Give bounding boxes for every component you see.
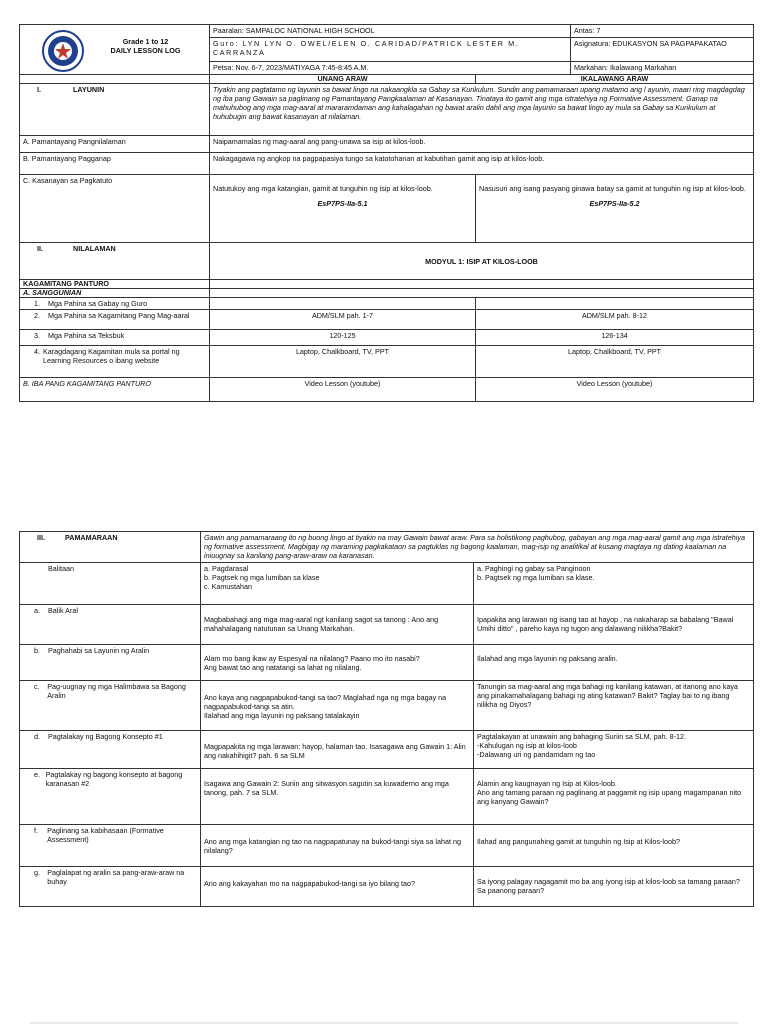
balitaan-label: Balitaan [20, 563, 201, 605]
konsepto-2-label: e. Pagtalakay ng bagong konsepto at bagong karanasan #2 [20, 769, 201, 825]
kagamitang-mag-aaral-day1: ADM/SLM pah. 1-7 [210, 310, 476, 330]
kabihasaan-day2: Ilahad ang pangunahing gamit at tunguhin ng Isip at Kilos-loob? [474, 825, 754, 867]
konsepto-1-day1: Magpapakita ng mga larawan: hayop, halaman tao. Isasagawa ang Gawain 1: Alin ang nakahihigit? pah. 6 sa SLM [201, 731, 474, 769]
balik-aral-day1: Magbabahagi ang mga mag-aaral ngt kanilang sagot sa tanong : Ano ang mahahalagang natutunan sa Unang Markahan. [201, 605, 474, 645]
konsepto-2-day2: Alamin ang kaugnayan ng Isip at Kilos-loob. Ano ang tamang paraan ng paglinang at paggamit ng isip upang magampanan nito ang kanyang Gawain? [474, 769, 754, 825]
kasanayan-label: C. Kasanayan sa Pagkatuto [20, 175, 210, 243]
pagganap-text: Nakagagawa ng angkop na pagpapasiya tungo sa katotohanan at kabutihan gamit ang isip at kilos-loob. [210, 153, 754, 175]
kabihasaan-label: f. Paglinang sa kabihasaan (Formative Assessment) [20, 825, 201, 867]
log-title: DAILY LESSON LOG [110, 46, 181, 55]
nilalaman-label: II. NILALAMAN [20, 243, 210, 280]
sanggunian-label: A. SANGGUNIAN [20, 289, 210, 298]
paglalapat-day1: Ano ang kakayahan mo na nagpapabukod-tangi sa iyo bilang tao? [201, 867, 474, 907]
konsepto-2-day1: Isagawa ang Gawain 2: Suriin ang sitwasyon sagutin sa kuwaderno ang mga tanong, pah. 7 sa SLM. [201, 769, 474, 825]
grade-label: Grade 1 to 12 [122, 37, 169, 46]
pangnilalaman-text: Naipamamalas ng mag-aaral ang pang-unawa sa isip at kilos-loob. [210, 136, 754, 153]
konsepto-1-label: d. Pagtalakay ng Bagong Konsepto #1 [20, 731, 201, 769]
teksbuk-label: 3. Mga Pahina sa Teksbuk [20, 330, 210, 346]
balitaan-day2: a. Paghingi ng gabay sa Panginoon b. Pagtsek ng mga lumiban sa klase. [474, 563, 754, 605]
sanggunian-empty [210, 289, 754, 298]
karagdagang-label: 4. Karagdagang Kagamitan mula sa portal ng Learning Resources o ibang website [20, 346, 210, 378]
pag-uugnay-label: c. Pag-uugnay ng mga Halimbawa sa Bagong Aralin [20, 681, 201, 731]
header-logo-cell [20, 25, 210, 75]
day1-header: UNANG ARAW [210, 75, 476, 84]
kagamitan-empty [210, 280, 754, 289]
teacher-cell: Guro: LYN LYN O. OWEL/ELEN O. CARIDAD/PATRICK LESTER M. CARRANZA [210, 38, 571, 61]
pamamaraan-label: III. PAMAMARAAN [20, 532, 201, 563]
modyul-title: MODYUL 1: ISIP AT KILOS-LOOB [210, 243, 754, 280]
teksbuk-day1: 120-125 [210, 330, 476, 346]
subject-cell: Asignatura: EDUKASYON SA PAGPAPAKATAO [571, 38, 754, 61]
kabihasaan-day1: Ano ang mga katangian ng tao na nagpapatunay na bukod-tangi siya sa lahat ng nilalang? [201, 825, 474, 867]
lesson-log-table-2 [19, 531, 754, 907]
konsepto-1-day2: Pagtalakayan at unawain ang bahaging Suriin sa SLM, pah. 8-12. -Kahulugan ng isip at kilos-loob -Dalawang uri ng pandamdam ng tao [474, 731, 754, 769]
karagdagang-day1: Laptop, Chalkboard, TV, PPT [210, 346, 476, 378]
date-cell: Petsa: Nov. 6-7, 2023/MATIYAGA 7:45-8:45 A.M. [210, 61, 571, 74]
kasanayan-day2: Nasusuri ang isang pasyang ginawa batay sa gamit at tunguhin ng isip at kilos-loob. EsP7PS-IIa-5.2 [476, 175, 754, 243]
paghahabi-label: b. Paghahabi sa Layunin ng Aralin [20, 645, 201, 681]
school-cell: Paaralan: SAMPALOC NATIONAL HIGH SCHOOL [210, 25, 571, 38]
kagamitan-label: KAGAMITANG PANTURO [20, 280, 210, 289]
iba-pang-kagamitan-label: B. IBA PANG KAGAMITANG PANTURO [20, 378, 210, 402]
gabay-guro-label: 1. Mga Pahina sa Gabay ng Guro [20, 298, 210, 310]
lesson-log-table-1 [19, 24, 754, 402]
layunin-label: I. LAYUNIN [20, 84, 210, 136]
teksbuk-day2: 126-134 [476, 330, 754, 346]
gabay-guro-day2 [476, 298, 754, 310]
iba-pang-kagamitan-day1: Video Lesson (youtube) [210, 378, 476, 402]
pangnilalaman-label: A. Pamantayang Pangnilalaman [20, 136, 210, 153]
grade-level-cell: Antas: 7 [571, 25, 754, 38]
paghahabi-day1: Alam mo bang ikaw ay Espesyal na nilalang? Paano mo ito nasabi? Ang bawat tao ang natatangi sa lahat ng nilalang. [201, 645, 474, 681]
paglalapat-label: g. Paglalapat ng aralin sa pang-araw-araw na buhay [20, 867, 201, 907]
kagamitang-mag-aaral-label: 2. Mga Pahina sa Kagamitang Pang Mag-aaral [20, 310, 210, 330]
pag-uugnay-day1: Ano kaya ang nagpapabukod-tangi sa tao? Maglahad nga ng mga bagay na nagpapabukod-tangi sa atin. Ilalahad ang mga layunin ng paksang tatalakayin [201, 681, 474, 731]
balitaan-day1: a. Pagdarasal b. Pagtsek ng mga lumiban sa klase c. Kamustahan [201, 563, 474, 605]
iba-pang-kagamitan-day2: Video Lesson (youtube) [476, 378, 754, 402]
balik-aral-day2: Ipapakita ang larawan ng isang tao at hayop , na nakaharap sa babalang "Bawal Umihi ditto" , pareho kaya ng tugon ang dalawang nilikha?Bakit? [474, 605, 754, 645]
kagamitang-mag-aaral-day2: ADM/SLM pah. 8-12 [476, 310, 754, 330]
empty-cell [20, 75, 210, 84]
pamamaraan-text: Gawin ang pamamaraang ito ng buong lingo at tiyakin na may Gawain bawat araw. Para sa holistikong paghubog, gabayan ang mga mag-aaral gamit ang mga istratehiya ng formative assessment. Magbigay ng maraming pagkakataon sa pagtuklas ng bagong kaalaman, mag-isip ng analitikal at kusang magtaya ng dating kaalaman na iniuugnay sa kanilang pang-araw-araw na karanasan. [201, 532, 754, 563]
pagganap-label: B. Pamantayang Pagganap [20, 153, 210, 175]
balik-aral-label: a. Balik Aral [20, 605, 201, 645]
deped-seal-icon [41, 29, 85, 73]
day2-header: IKALAWANG ARAW [476, 75, 754, 84]
gabay-guro-day1 [210, 298, 476, 310]
layunin-text: Tiyakin ang pagtatamo ng layunin sa bawat lingo na nakaangkla sa Gabay sa Kurikulum. Sundin ang pamamaraan upang matamo ang l ayunin, maari ring magdagdag ng iba pang Gawain sa paglinang ng Pamantayang Pangkaalaman at Kasanayan. Tinataya ito gamit ang mga istratehiya ng Formative Assessment. Ganap na mahuhubog ang mga mag-aaral at mararamdaman ang kahalagahan ng bawat aralin dahil ang mga layunin sa bawat lingo ay mula sa Gabay sa Kurikulum at huhubugin ang bawat kasanayan at nilalaman. [210, 84, 754, 136]
paglalapat-day2: Sa iyong palagay nagagamit mo ba ang iyong isip at kilos-loob sa tamang paraan? Sa paanong paraan? [474, 867, 754, 907]
quarter-cell: Markahan: Ikalawang Markahan [571, 61, 754, 74]
karagdagang-day2: Laptop, Chalkboard, TV, PPT [476, 346, 754, 378]
kasanayan-day1: Natutukoy ang mga katangian, gamit at tunguhin ng isip at kilos-loob. EsP7PS-IIa-5.1 [210, 175, 476, 243]
paghahabi-day2: Ilalahad ang mga layunin ng paksang aralin. [474, 645, 754, 681]
pag-uugnay-day2: Tanungin sa mag-aaral ang mga bahagi ng kanilang katawan, at itanong ano kaya ang pinakamahalagang bahagi ng ating katawan? Bakit? Taglay bai to ng ibang nilikha ng Diyos? [474, 681, 754, 731]
